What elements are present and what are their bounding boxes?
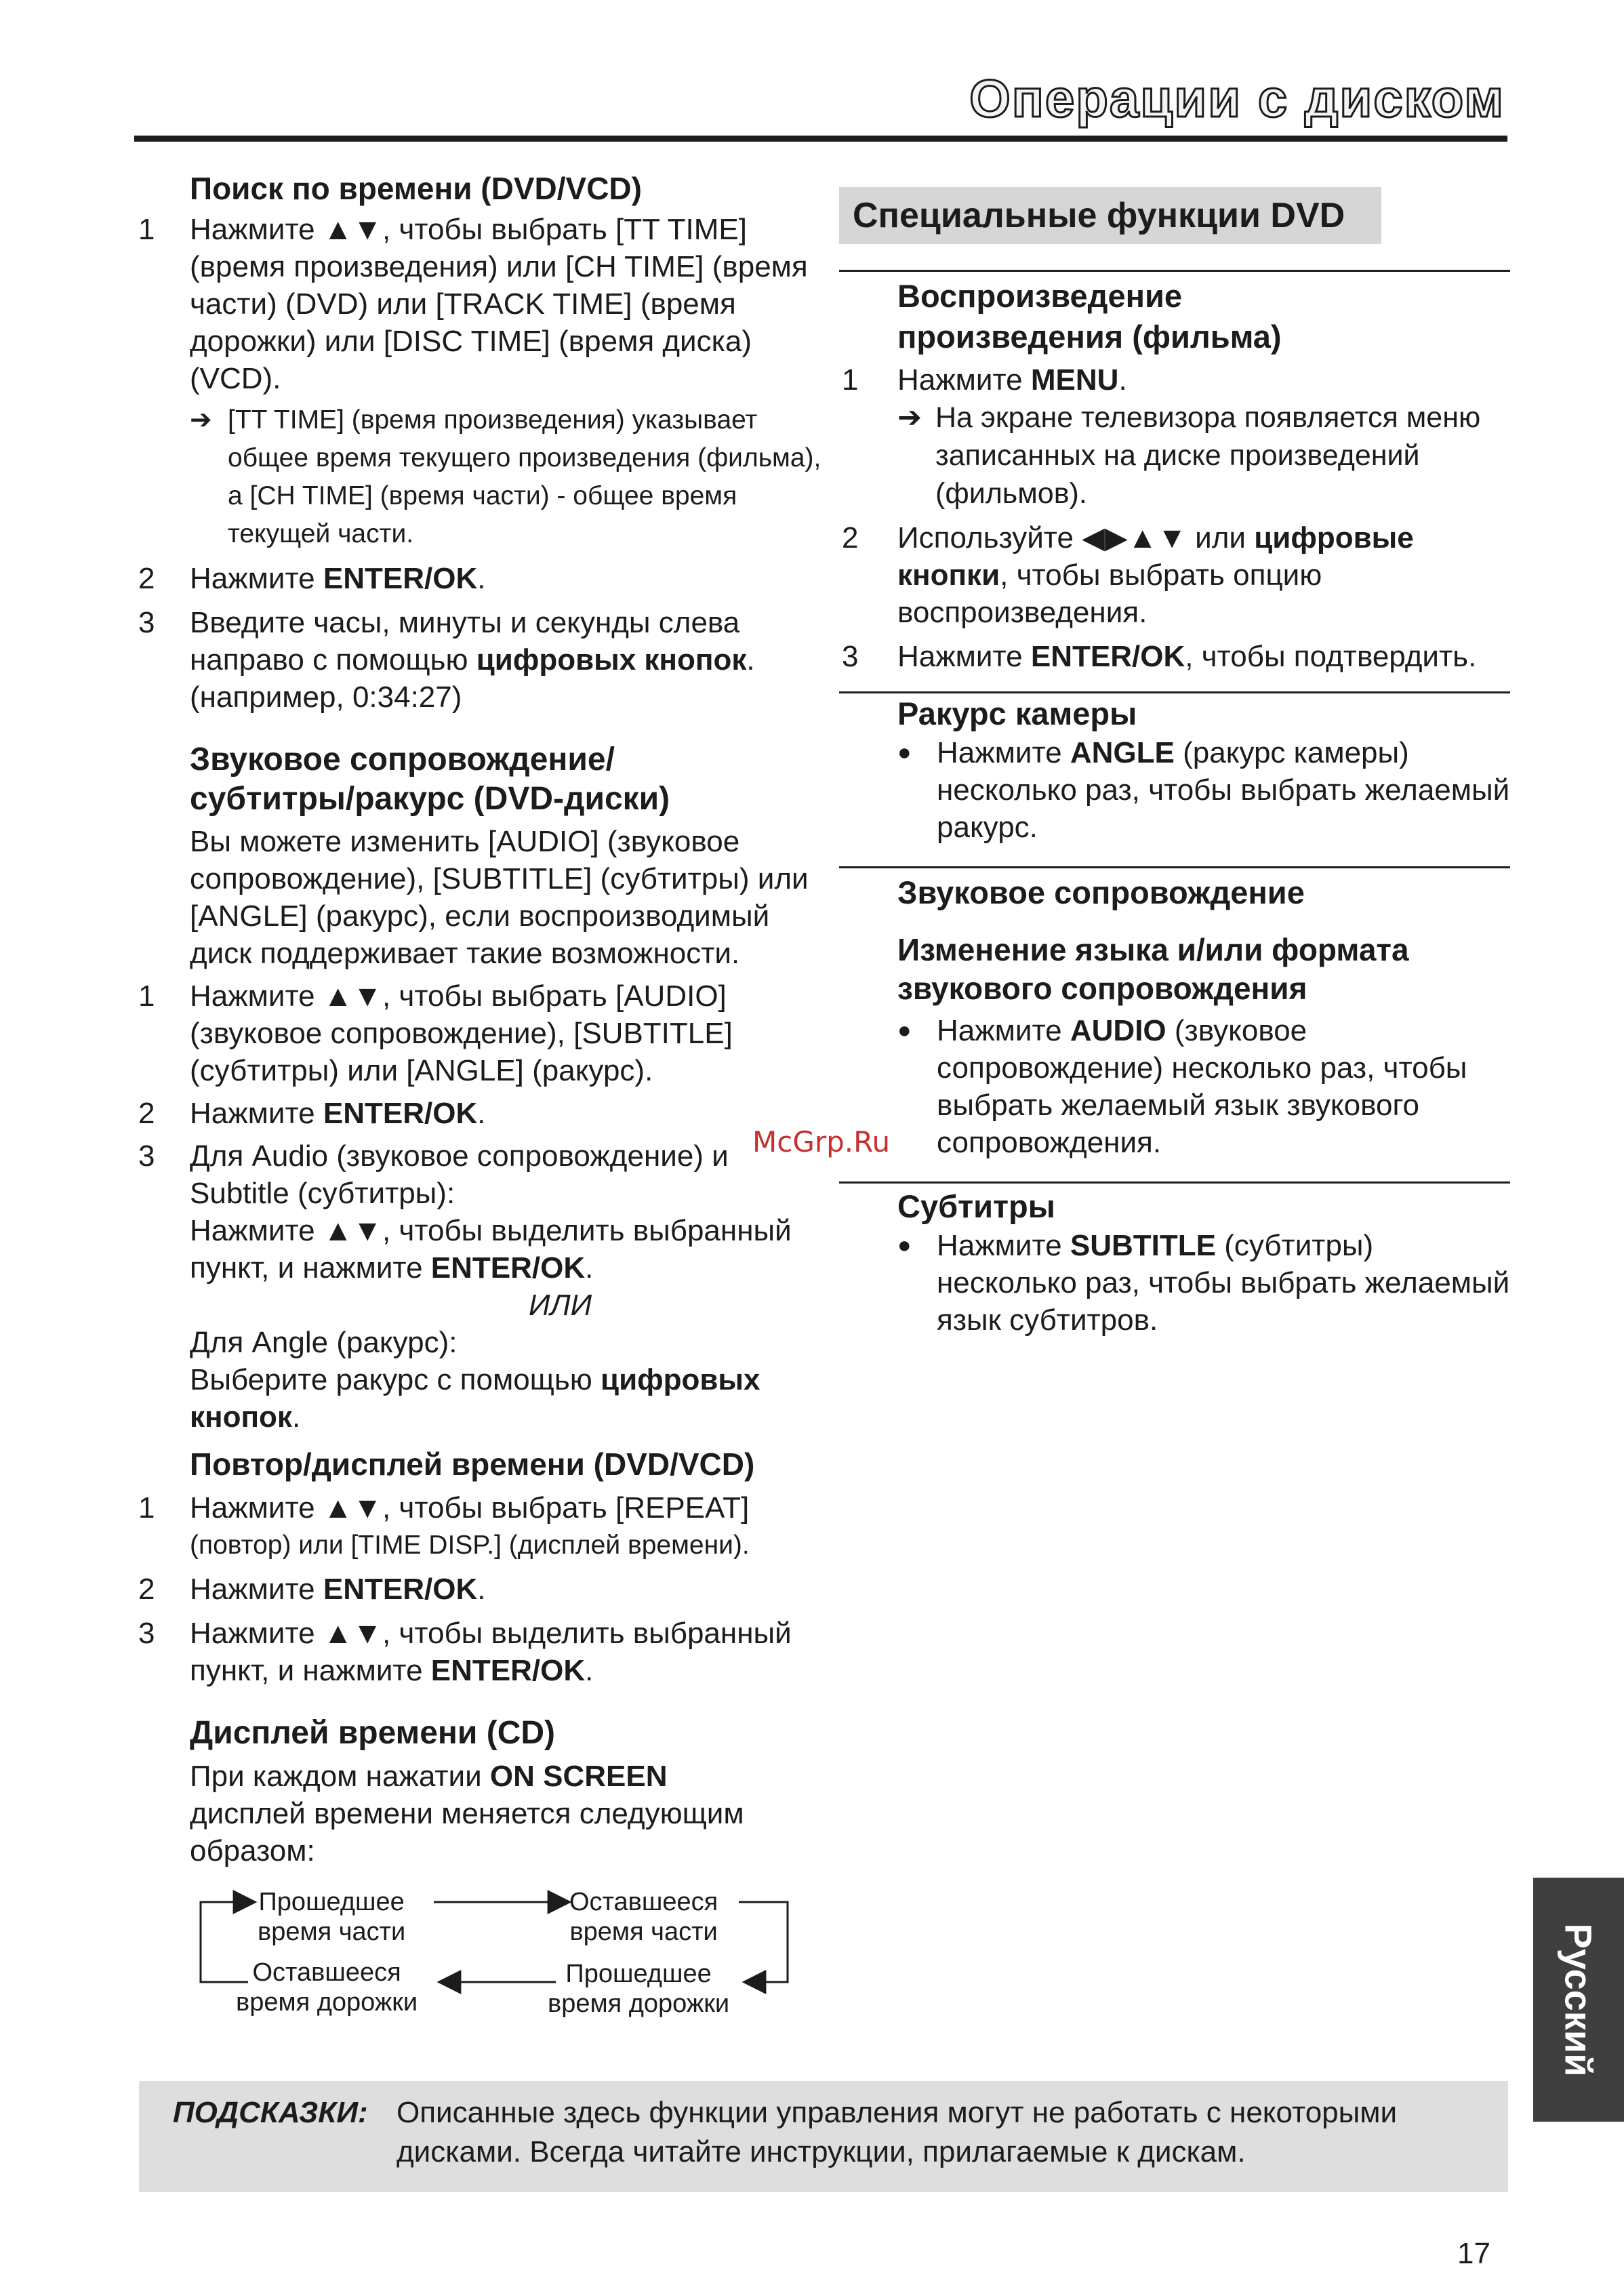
special-functions-banner: Специальные функции DVD [839,187,1381,244]
step-text-small: (повтор) или [TIME DISP.] (дисплей времени). [190,1531,750,1560]
step-number: 1 [138,213,155,246]
step-text-pre: Нажмите [190,562,323,595]
language-tab [1533,1878,1624,2122]
audio-heading: Звуковое сопровождение [897,874,1305,910]
playback-note [897,399,1510,512]
step-number: 3 [138,1139,155,1173]
flow-remaining-track: Оставшееся время дорожки [236,1958,418,2017]
step-text-post: . [477,1573,486,1606]
step-number: 1 [138,1491,155,1524]
intro-post: дисплей времени меняется следующим образом: [190,1797,744,1867]
intro-bold: ON SCREEN [489,1760,668,1793]
time-display-cycle-diagram [190,1878,800,2027]
step-line: Для Audio (звуковое сопровождение) и Subtitle (субтитры): [190,1139,729,1210]
subtitles-bullet-item [897,1227,1510,1339]
step-number: 2 [138,562,155,595]
audio-subheading: Изменение языка и/или формата звукового сопровождения [897,932,1409,1006]
step-text-bold: MENU [1030,363,1119,397]
step-text-pre: Нажмите [897,363,1031,397]
subtitles-heading: Субтитры [897,1188,1055,1224]
step-text-post: . [477,1097,486,1130]
playback-step-1 [839,361,1510,399]
step-number: 2 [138,1097,155,1130]
text-bold: SUBTITLE [1070,1229,1216,1262]
text-bold: ANGLE [1070,736,1175,769]
tips-text: Описанные здесь функции управления могут не работать с некоторыми дисками. Всегда читайте инструкции, прилагаемые к дискам. [397,2096,1398,2168]
camera-heading: Ракурс камеры [897,695,1137,731]
text-post: (звуковое сопровождение) несколько раз, чтобы выбрать желаемый язык звукового сопровождения. [937,1014,1467,1159]
step-text-bold: ENTER/OK [323,562,478,595]
step-text-bold: ENTER/OK [430,1654,586,1687]
page-title: Операции с диском [969,68,1505,128]
time-search-heading: Поиск по времени (DVD/VCD) [190,171,642,206]
step-number: 1 [138,979,155,1013]
arrow-icon: ➔ [897,401,922,434]
audio-sub-step-2 [136,1095,827,1132]
step-text-post: , чтобы выбрать опцию воспроизведения. [897,559,1322,629]
step-line [190,1361,827,1436]
flow-elapsed-chapter: Прошедшее время части [258,1888,406,1946]
step-line [190,1212,827,1287]
language-tab-label: Русский [1557,1922,1600,2077]
step-text-pre: Нажмите [190,1097,323,1130]
note-text: На экране телевизора появляется меню записанных на диске произведений (фильмов). [935,401,1481,510]
step-number: 2 [138,1573,155,1606]
repeat-step-3 [136,1615,827,1689]
step-text-bold: ENTER/OK [323,1097,478,1130]
step-text-bold: ENTER/OK [1030,640,1185,673]
cd-time-intro [190,1758,786,1870]
audio-bullet-item [897,1012,1510,1161]
section-rule [839,270,1510,272]
playback-step-2 [839,519,1510,631]
or-label: ИЛИ [529,1289,592,1322]
cd-time-heading: Дисплей времени (CD) [190,1715,556,1751]
step-number: 2 [842,521,859,554]
step-text-pre: Выберите ракурс с помощью [190,1363,601,1396]
bullet-icon: ● [897,1017,912,1043]
section-rule [839,866,1510,868]
step-text-pre: Нажмите [190,1573,323,1606]
step-text-post: , чтобы подтвердить. [1185,640,1477,673]
step-text: Нажмите ▲▼, чтобы выбрать [AUDIO] (звуковое сопровождение), [SUBTITLE] (субтитры) или [ANGLE] (ракурс). [190,979,733,1087]
audio-sub-heading: Звуковое сопровождение/ субтитры/ракурс (DVD-диски) [190,742,670,817]
step-text-pre: Нажмите [897,640,1031,673]
audio-sub-step-1 [136,977,827,1089]
step-line: Для Angle (ракурс): [190,1326,458,1359]
step-text: Нажмите ▲▼, чтобы выбрать [TT TIME] (время произведения) или [CH TIME] (время части) (DVD) или [TRACK TIME] (время дорожки) или [DISC TIME] (время диска) (VCD). [190,213,808,395]
bullet-icon: ● [897,1232,912,1258]
step-text: Нажмите ▲▼, чтобы выбрать [REPEAT] [190,1491,750,1524]
text-pre: Нажмите [937,736,1070,769]
right-column [839,187,1510,1339]
text-post: (субтитры) несколько раз, чтобы выбрать желаемый язык субтитров. [937,1229,1510,1337]
tips-box [139,2081,1508,2192]
step-text-pre: Введите часы, минуты и секунды слева направо с помощью [190,606,740,676]
arrow-right [739,1902,788,1982]
tips-label: ПОДСКАЗКИ: [173,2096,368,2129]
flow-elapsed-track: Прошедшее время дорожки [548,1960,730,2018]
audio-sub-intro: Вы можете изменить [AUDIO] (звуковое сопровождение), [SUBTITLE] (субтитры) или [ANGLE] (ракурс), если воспроизводимый диск поддерживает такие возможности. [190,825,809,970]
step-number: 1 [842,363,859,397]
page-number: 17 [1457,2237,1490,2270]
time-search-note [190,401,827,553]
step-text-post: . [291,1400,301,1434]
title-rule [134,136,1507,142]
step-text-post: . [1118,363,1127,397]
playback-heading: Воспроизведение произведения (фильма) [897,278,1282,355]
step-number: 3 [842,640,859,673]
step-text-post: . [585,1654,594,1687]
step-text-pre: Нажмите ▲▼, чтобы выделить выбранный пункт, и нажмите [190,1617,792,1687]
note-text: [TT TIME] (время произведения) указывает общее время текущего произведения (фильма), а [CH TIME] (время части) - общее время текущей части. [228,405,821,548]
repeat-step-2 [136,1571,827,1608]
camera-bullet-item [897,734,1510,846]
repeat-step-1 [136,1489,827,1564]
step-text-bold: ENTER/OK [430,1251,586,1285]
step-text-bold: цифровые кнопки [897,521,1414,592]
flow-remaining-chapter: Оставшееся время части [569,1888,718,1946]
intro-pre: При каждом нажатии [190,1760,490,1793]
step-text-pre: Нажмите ▲▼, чтобы выделить выбранный пункт, и нажмите [190,1214,792,1285]
audio-sub-step-3 [136,1137,827,1436]
step-text-bold: цифровых кнопок [476,643,747,676]
time-search-step-3 [136,604,827,716]
section-rule [839,1181,1510,1184]
step-number: 3 [138,606,155,639]
repeat-heading: Повтор/дисплей времени (DVD/VCD) [190,1447,755,1482]
text-pre: Нажмите [937,1014,1070,1047]
bullet-icon: ● [897,740,912,765]
text-post: (ракурс камеры) несколько раз, чтобы выбрать желаемый ракурс. [937,736,1510,844]
step-text-post: . [585,1251,594,1285]
watermark: McGrp.Ru [752,1125,891,1158]
step-number: 3 [138,1617,155,1650]
step-text-bold: ENTER/OK [323,1573,478,1606]
step-text-post: . [477,562,486,595]
step-text-post: . (например, 0:34:27) [190,643,755,714]
time-search-step-2 [136,560,827,597]
arrow-icon: ➔ [190,405,212,435]
text-bold: AUDIO [1070,1014,1166,1047]
time-search-step-1 [136,211,827,397]
step-text-pre: Используйте ◀▶▲▼ или [897,521,1255,554]
left-column [136,169,827,1870]
playback-step-3 [839,638,1510,675]
step-text-bold: цифровых кнопок [190,1363,760,1434]
text-pre: Нажмите [937,1229,1070,1262]
